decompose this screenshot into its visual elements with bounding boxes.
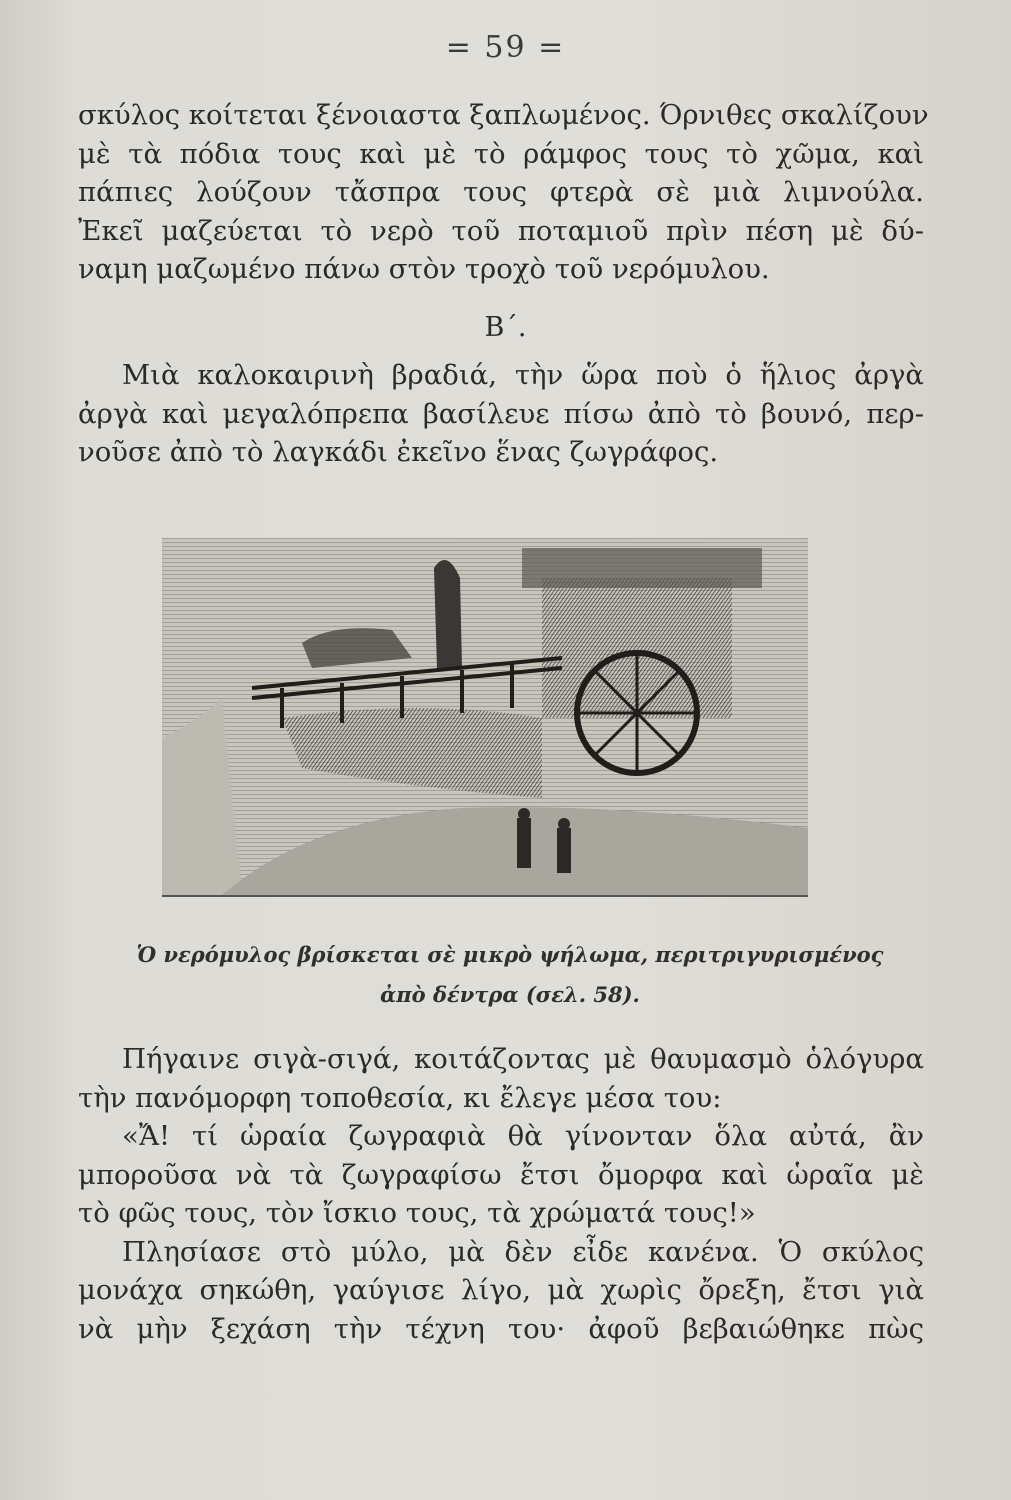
cypress-tree — [434, 560, 462, 668]
paragraph-3 — [78, 1040, 924, 1348]
section-heading: Β΄. — [484, 312, 527, 343]
text-line: τὸ φῶς τους, τὸν ἴσκιο τους, τὰ χρώματά τους!» — [78, 1197, 756, 1229]
text-line: μονάχα σηκώθη, γαύγισε λίγο, μὰ χωρὶς ὄρεξη, ἔτσι γιὰ — [78, 1274, 924, 1306]
text-line: τὴν πανόμορφη τοποθεσία, κι ἔλεγε μέσα του: — [78, 1081, 722, 1114]
text-line: ἀργὰ καὶ μεγαλόπρεπα βασίλευε πίσω ἀπὸ τὸ βουνό, περ- — [78, 397, 924, 430]
text-line: μὲ τὰ πόδια τους καὶ μὲ τὸ ράμφος τους τὸ χῶμα, καὶ — [78, 137, 924, 170]
text-line: Ἐκεῖ μαζεύεται τὸ νερὸ τοῦ ποταμιοῦ πρὶν πέση μὲ δύ- — [78, 214, 924, 247]
paragraph-2 — [78, 356, 924, 472]
mill-roof — [522, 548, 762, 588]
text-line: Πήγαινε σιγὰ-σιγά, κοιτάζοντας μὲ θαυμασμὸ ὁλόγυρα — [122, 1043, 924, 1075]
text-line: Πλησίασε στὸ μύλο, μὰ δὲν εἶδε κανένα. Ὁ σκύλος — [122, 1235, 924, 1268]
paragraph-1 — [78, 96, 929, 289]
text-line: «Ἄ! τί ὡραία ζωγραφιὰ θὰ γίνονταν ὅλα αὐτά, ἂν — [122, 1120, 924, 1152]
page-number: = 59 = — [445, 30, 566, 65]
figure-caption-line-2: ἀπὸ δέντρα (σελ. 58). — [380, 982, 640, 1007]
figure-caption-line-1: Ὁ νερόμυλος βρίσκεται σὲ μικρὸ ψήλωμα, περιτριγυρισμένος — [136, 942, 884, 967]
watermill-engraving — [162, 538, 808, 897]
text-line: πάπιες λούζουν τἄσπρα τους φτερὰ σὲ μιὰ λιμνούλα. — [78, 176, 924, 208]
watermill-illustration — [162, 538, 808, 895]
text-line: Μιὰ καλοκαιρινὴ βραδιά, τὴν ὥρα ποὺ ὁ ἥλιος ἀργὰ — [122, 359, 924, 391]
text-line: νὰ μὴν ξεχάση τὴν τέχνη του· ἀφοῦ βεβαιώθηκε πὼς — [78, 1312, 924, 1345]
text-line: νοῦσε ἀπὸ τὸ λαγκάδι ἐκεῖνο ἕνας ζωγράφος. — [78, 436, 719, 468]
text-line: σκύλος κοίτεται ξένοιαστα ξαπλωμένος. Όρνιθες σκαλίζουν — [78, 99, 929, 131]
mill-wheel — [577, 653, 697, 773]
text-line: ναμη μαζωμένο πάνω στὸν τροχὸ τοῦ νερόμυλου. — [78, 253, 770, 285]
text-line: μποροῦσα νὰ τὰ ζωγραφίσω ἔτσι ὄμορφα καὶ ὡραῖα μὲ — [78, 1158, 924, 1191]
